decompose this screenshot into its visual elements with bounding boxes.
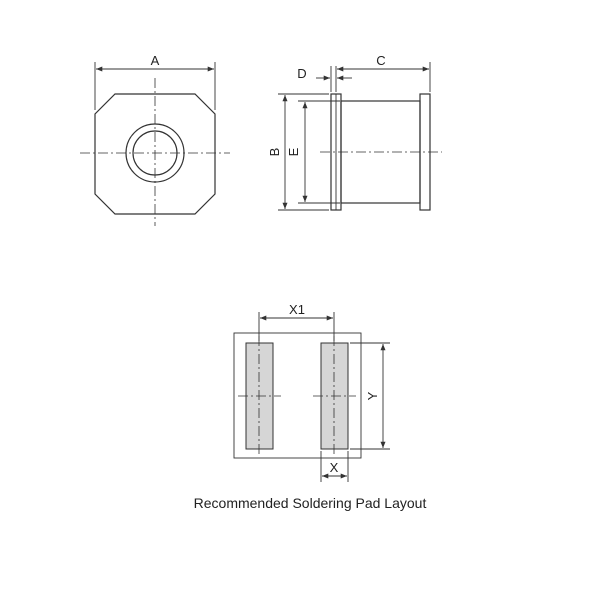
dim-d-label: D xyxy=(297,66,307,81)
dim-y-label: Y xyxy=(365,391,380,401)
dim-x-label: X xyxy=(329,460,339,475)
pad-layout xyxy=(234,302,390,482)
pad-layout-caption: Recommended Soldering Pad Layout xyxy=(193,495,427,511)
front-view xyxy=(80,53,230,226)
dim-x1-label: X1 xyxy=(289,302,305,317)
dim-e-label: E xyxy=(286,147,301,157)
dim-c-label: C xyxy=(376,53,386,68)
side-view xyxy=(267,53,442,210)
dim-a-label: A xyxy=(150,53,160,68)
dim-b-label: B xyxy=(267,147,282,157)
